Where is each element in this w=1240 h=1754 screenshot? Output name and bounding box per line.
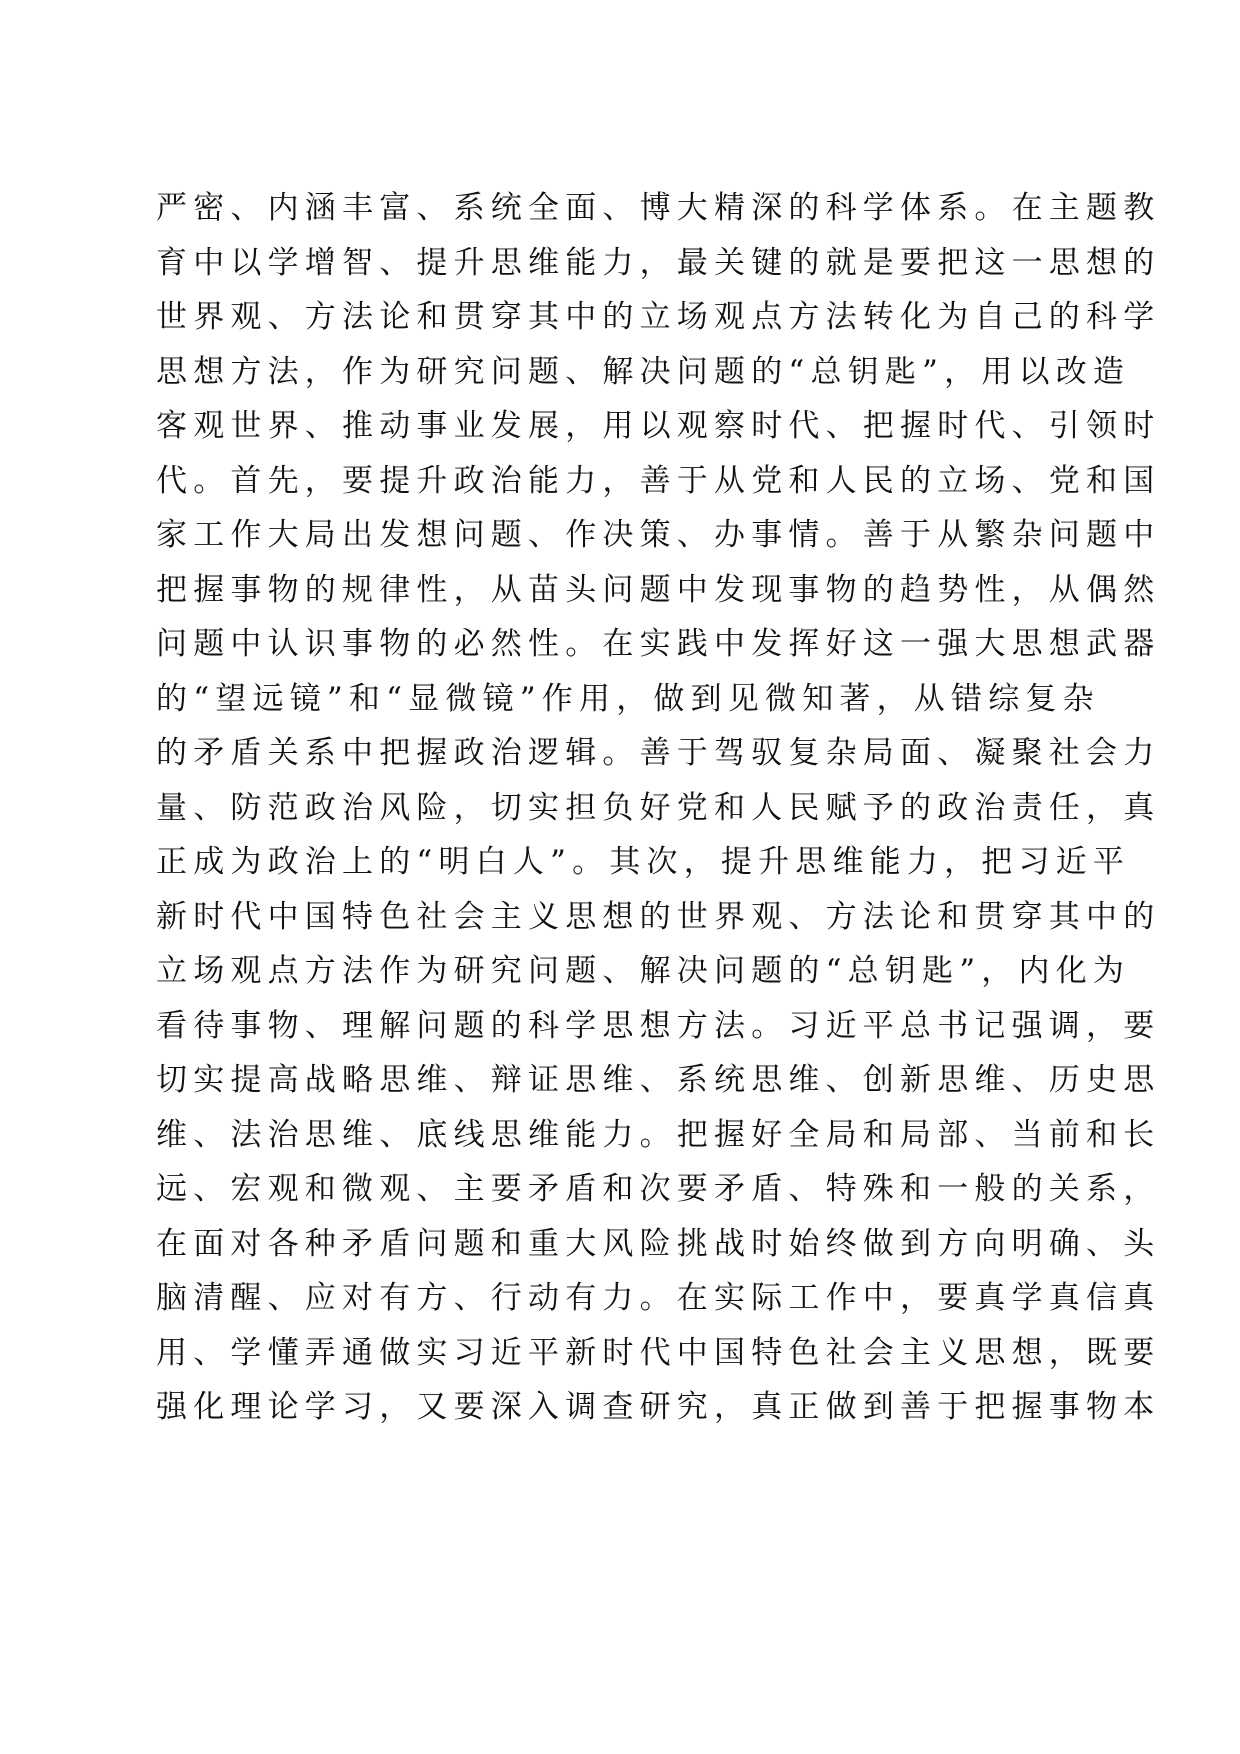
text-line-2: 育中以学增智、提升思维能力，最关键的就是要把这一思想的 bbox=[156, 244, 1161, 281]
body-text bbox=[156, 181, 1161, 1435]
text-line-21: 脑清醒、应对有方、行动有力。在实际工作中，要真学真信真 bbox=[156, 1280, 1161, 1316]
text-line-9: 问题中认识事物的必然性。在实践中发挥好这一强大思想武器 bbox=[156, 626, 1161, 662]
text-line-1: 严密、内涵丰富、系统全面、博大精深的科学体系。在主题教 bbox=[156, 190, 1161, 226]
text-line-20: 在面对各种矛盾问题和重大风险挑战时始终做到方向明确、头 bbox=[156, 1225, 1161, 1262]
text-line-6: 代。首先，要提升政治能力，善于从党和人民的立场、党和国 bbox=[156, 462, 1161, 499]
text-line-5: 客观世界、推动事业发展，用以观察时代、把握时代、引领时 bbox=[156, 408, 1161, 444]
text-line-4: 思想方法，作为研究问题、解决问题的“总钥匙”，用以改造 bbox=[156, 353, 1131, 390]
text-line-13: 正成为政治上的“明白人”。其次，提升思维能力，把习近平 bbox=[156, 844, 1131, 880]
text-line-8: 把握事物的规律性，从苗头问题中发现事物的趋势性，从偶然 bbox=[156, 571, 1161, 608]
text-line-7: 家工作大局出发想问题、作决策、办事情。善于从繁杂问题中 bbox=[156, 517, 1161, 553]
text-line-18: 维、法治思维、底线思维能力。把握好全局和局部、当前和长 bbox=[156, 1116, 1161, 1153]
text-line-19: 远、宏观和微观、主要矛盾和次要矛盾、特殊和一般的关系， bbox=[156, 1171, 1161, 1207]
text-line-16: 看待事物、理解问题的科学思想方法。习近平总书记强调，要 bbox=[156, 1007, 1161, 1044]
text-line-23: 强化理论学习，又要深入调查研究，真正做到善于把握事物本 bbox=[156, 1389, 1161, 1425]
text-line-14: 新时代中国特色社会主义思想的世界观、方法论和贯穿其中的 bbox=[156, 898, 1161, 935]
text-line-11: 的矛盾关系中把握政治逻辑。善于驾驭复杂局面、凝聚社会力 bbox=[156, 735, 1161, 771]
text-line-10: 的“望远镜”和“显微镜”作用，做到见微知著，从错综复杂 bbox=[156, 680, 1100, 717]
text-line-15: 立场观点方法作为研究问题、解决问题的“总钥匙”，内化为 bbox=[156, 953, 1131, 989]
text-line-12: 量、防范政治风险，切实担负好党和人民赋予的政治责任，真 bbox=[156, 789, 1161, 826]
text-line-3: 世界观、方法论和贯穿其中的立场观点方法转化为自己的科学 bbox=[156, 299, 1161, 335]
text-line-22: 用、学懂弄通做实习近平新时代中国特色社会主义思想，既要 bbox=[156, 1334, 1161, 1371]
text-line-17: 切实提高战略思维、辩证思维、系统思维、创新思维、历史思 bbox=[156, 1062, 1161, 1098]
